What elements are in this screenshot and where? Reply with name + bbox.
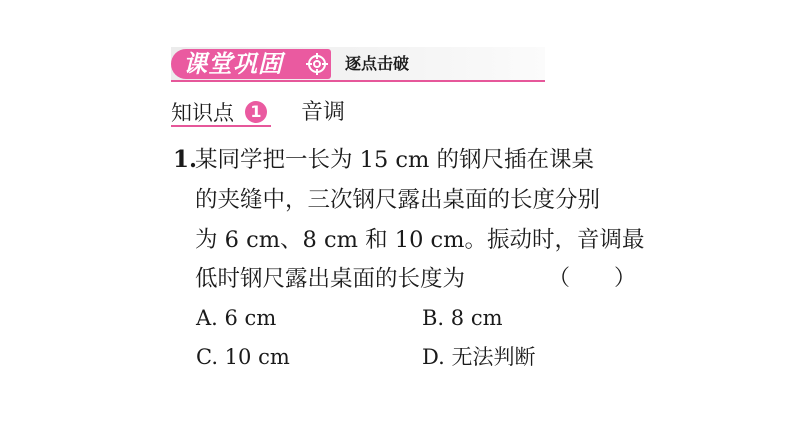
banner-underline bbox=[171, 80, 545, 82]
question-text-line: 某同学把一长为 15 cm 的钢尺插在课桌 bbox=[195, 147, 595, 173]
option-a: A. 6 cm bbox=[196, 306, 277, 330]
target-icon bbox=[306, 53, 328, 75]
knowledge-point-topic: 音调 bbox=[301, 100, 346, 125]
knowledge-point-label: 知识点 bbox=[171, 101, 234, 125]
knowledge-point-heading bbox=[171, 98, 351, 128]
question-text-line: 低时钢尺露出桌面的长度为 bbox=[195, 266, 466, 292]
question-text-line: 为 6 cm、8 cm 和 10 cm。振动时，音调最 bbox=[195, 227, 645, 253]
banner-subtitle: 逐点击破 bbox=[345, 54, 410, 73]
knowledge-point-underline bbox=[171, 125, 271, 127]
question-number: 1. bbox=[173, 146, 198, 173]
option-d: D. 无法判断 bbox=[422, 345, 536, 369]
option-c: C. 10 cm bbox=[196, 345, 290, 369]
knowledge-point-number-badge: 1 bbox=[245, 101, 267, 123]
section-banner bbox=[171, 47, 545, 83]
question-text-line: 的夹缝中，三次钢尺露出桌面的长度分别 bbox=[195, 187, 601, 213]
banner-title: 课堂巩固 bbox=[183, 50, 283, 78]
option-b: B. 8 cm bbox=[422, 306, 503, 330]
answer-bracket: （ ） bbox=[548, 266, 637, 291]
